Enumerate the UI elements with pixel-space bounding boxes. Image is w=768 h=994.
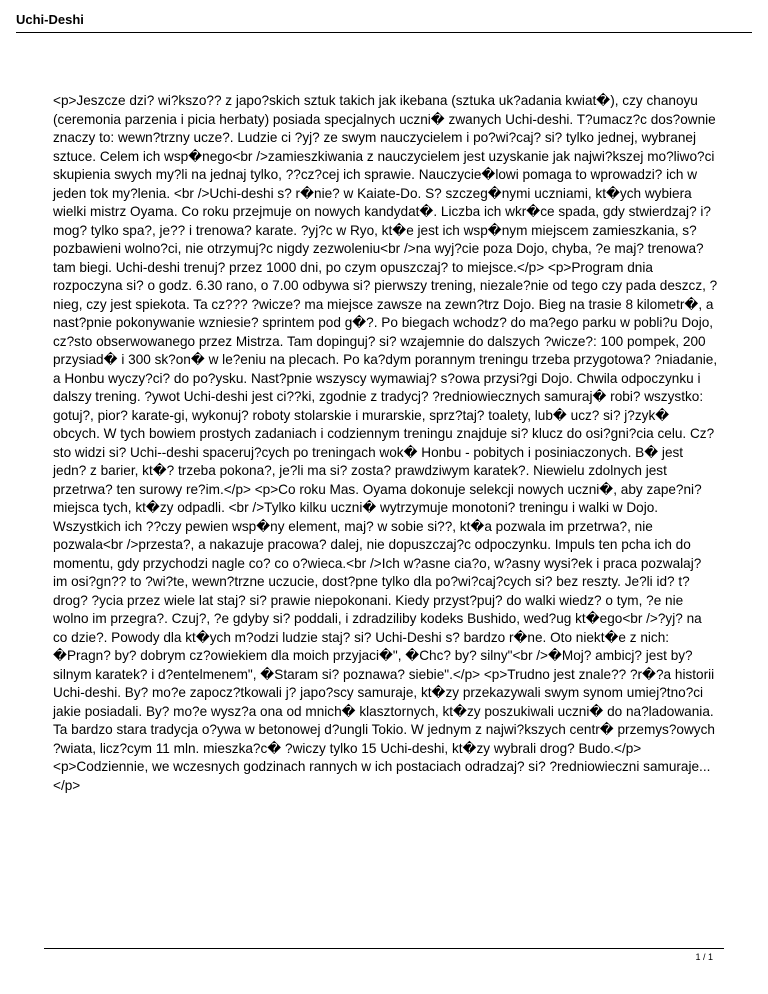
article-body-text: <p>Jeszcze dzi? wi?kszo?? z japo?skich sztuk takich jak ikebana (sztuka uk?adania kwiat�), czy chanoyu (ceremonia parzenia i picia herbaty) posiada specjalnych uczni� zwanych Uchi-deshi. T?umacz?c dos?ownie znaczy to: wewn?trzny ucze?. Ludzie ci ?yj? ze swym nauczycielem i po?wi?caj? si? tylko jednej, wybranej sztuce. Celem ich wsp�nego<br />zamieszkiwania z nauczycielem jest uzyskanie jak najwi?kszej mo?liwo?ci skupienia swych my?li na jednaj tylko, ??cz?cej ich sprawie. Nauczycie�lowi pomaga to wprowadzi? ich w jeden tok my?lenia. <br />Uchi-deshi s? r�nie? w Kaiate-Do. S? szczeg�nymi uczniami, kt�ych wybiera wielki mistrz Oyama. Co roku przejmuje on nowych kandydat�. Liczba ich wkr�ce spada, gdy stwierdzaj? i? mog? tylko spa?, je?? i trenowa? karate. ?yj?c w Ryo, kt�e jest ich wsp�nym miejscem zamieszkania, s? pozbawieni wolno?ci, nie otrzymuj?c nigdy zezwoleniu<br />na wyj?cie poza Dojo, chyba, ?e maj? trenowa? tam biegi. Uchi-deshi trenuj? przez 1000 dni, po czym opuszczaj? to miejsce.</p> <p>Program dnia rozpoczyna si? o godz. 6.30 rano, o 7.00 odbywa si? pierwszy trening, niezale?nie od tego czy pada deszcz, ?nieg, czy jest spiekota. Ta cz??? ?wicze? ma miejsce zawsze na zewn?trz Dojo. Bieg na trasie 8 kilometr�, a nast?pnie pokonywanie wzniesie? sprintem pod g�?. Po biegach wchodz? do ma?ego parku w pobli?u Dojo, cz?sto obserwowanego przez Mistrza. Tam dopinguj? si? wzajemnie do dalszych ?wicze?: 100 pompek, 200 przysiad� i 300 sk?on� w le?eniu na plecach. Po ka?dym porannym treningu trzeba przygotowa? ?niadanie, a Honbu wyczy?ci? do po?ysku. Nast?pnie wszyscy wymawiaj? s?owa przysi?gi Dojo. Chwila odpoczynku i dalszy trening. ?ywot Uchi-deshi jest ci??ki, zgodnie z tradycj? ?redniowiecznych samuraj� robi? wszystko: gotuj?, pior? karate-gi, wykonuj? roboty stolarskie i murarskie, sprz?taj? toalety, lub� ucz? si? j?zyk� obcych. W tych bowiem prostych zadaniach i codziennym treningu znajduje si? klucz do osi?gni?cia celu. Cz?sto widzi si? Uchi--deshi spaceruj?cych po treningach wok� Honbu - pobitych i posiniaczonych. B� jest jedn? z barier, kt�? trzeba pokona?, je?li ma si? zosta? prawdziwym karatek?. Niewielu zdolnych jest przetrwa? ten surowy re?im.</p> <p>Co roku Mas. Oyama dokonuje selekcji nowych uczni�, aby zape?ni? miejsca tych, kt�zy odpadli. <br />Tylko kilku uczni� wytrzymuje monotoni? treningu i walki w Dojo. Wszystkich ich ??czy pewien wsp�ny element, maj? w sobie si??, kt�a pozwala im przetrwa?, nie pozwala<br />przesta?, a nakazuje pracowa? dalej, nie dopuszczaj?c odpoczynku. Impuls ten pcha ich do momentu, gdy przychodzi nagle co? co o?wieca.<br />Ich w?asne cia?o, w?asny wysi?ek i praca pozwalaj? im osi?gn?? to ?wi?te, wewn?trzne uczucie, dost?pne tylko dla po?wi?caj?cych si? bez reszty. Je?li id? t? drog? ?ycia przez wiele lat staj? si? prawie niepokonani. Kiedy przyst?puj? do walki wiedz? o tym, ?e nie wolno im przegra?. Czuj?, ?e gdyby si? poddali, i zdradziliby kodeks Bushido, wed?ug kt�ego<br />?yj? na co dzie?. Powody dla kt�ych m?odzi ludzie staj? si? Uchi-Deshi s? bardzo r�ne. Oto niekt�e z nich: �Pragn? by? dobrym cz?owiekiem dla moich przyjaci�", �Chc? by? silny"<br />�Moj? ambicj? jest by? silnym karatek? i d?entelmenem", �Staram si? poznawa? siebie".</p> <p>Trudno jest znale?? ?r�?a historii Uchi-deshi. By? mo?e zapocz?tkowali j? japo?scy samuraje, kt�zy przekazywali swym synom umiej?tno?ci jakie posiadali. By? mo?e wysz?a ona od mnich� klasztornych, kt�zy poszukiwali uczni� do na?ladowania. Ta bardzo stara tradycja o?ywa w betonowej d?ungli Tokio. W jednym z najwi?kszych centr� przemys?owych ?wiata, licz?cym 11 mln. mieszka?c� ?wiczy tylko 15 Uchi-deshi, kt�zy wybrali drog? Budo.</p> <p>Codziennie, we wczesnych godzinach rannych w ich postaciach odradzaj? si? ?redniowieczni samuraje...</p> <box>53 93 718 793</box>
header-divider <box>16 32 752 33</box>
document-title: Uchi-Deshi <box>16 12 84 27</box>
footer-divider <box>44 948 724 949</box>
page-number: 1 / 1 <box>695 952 713 962</box>
